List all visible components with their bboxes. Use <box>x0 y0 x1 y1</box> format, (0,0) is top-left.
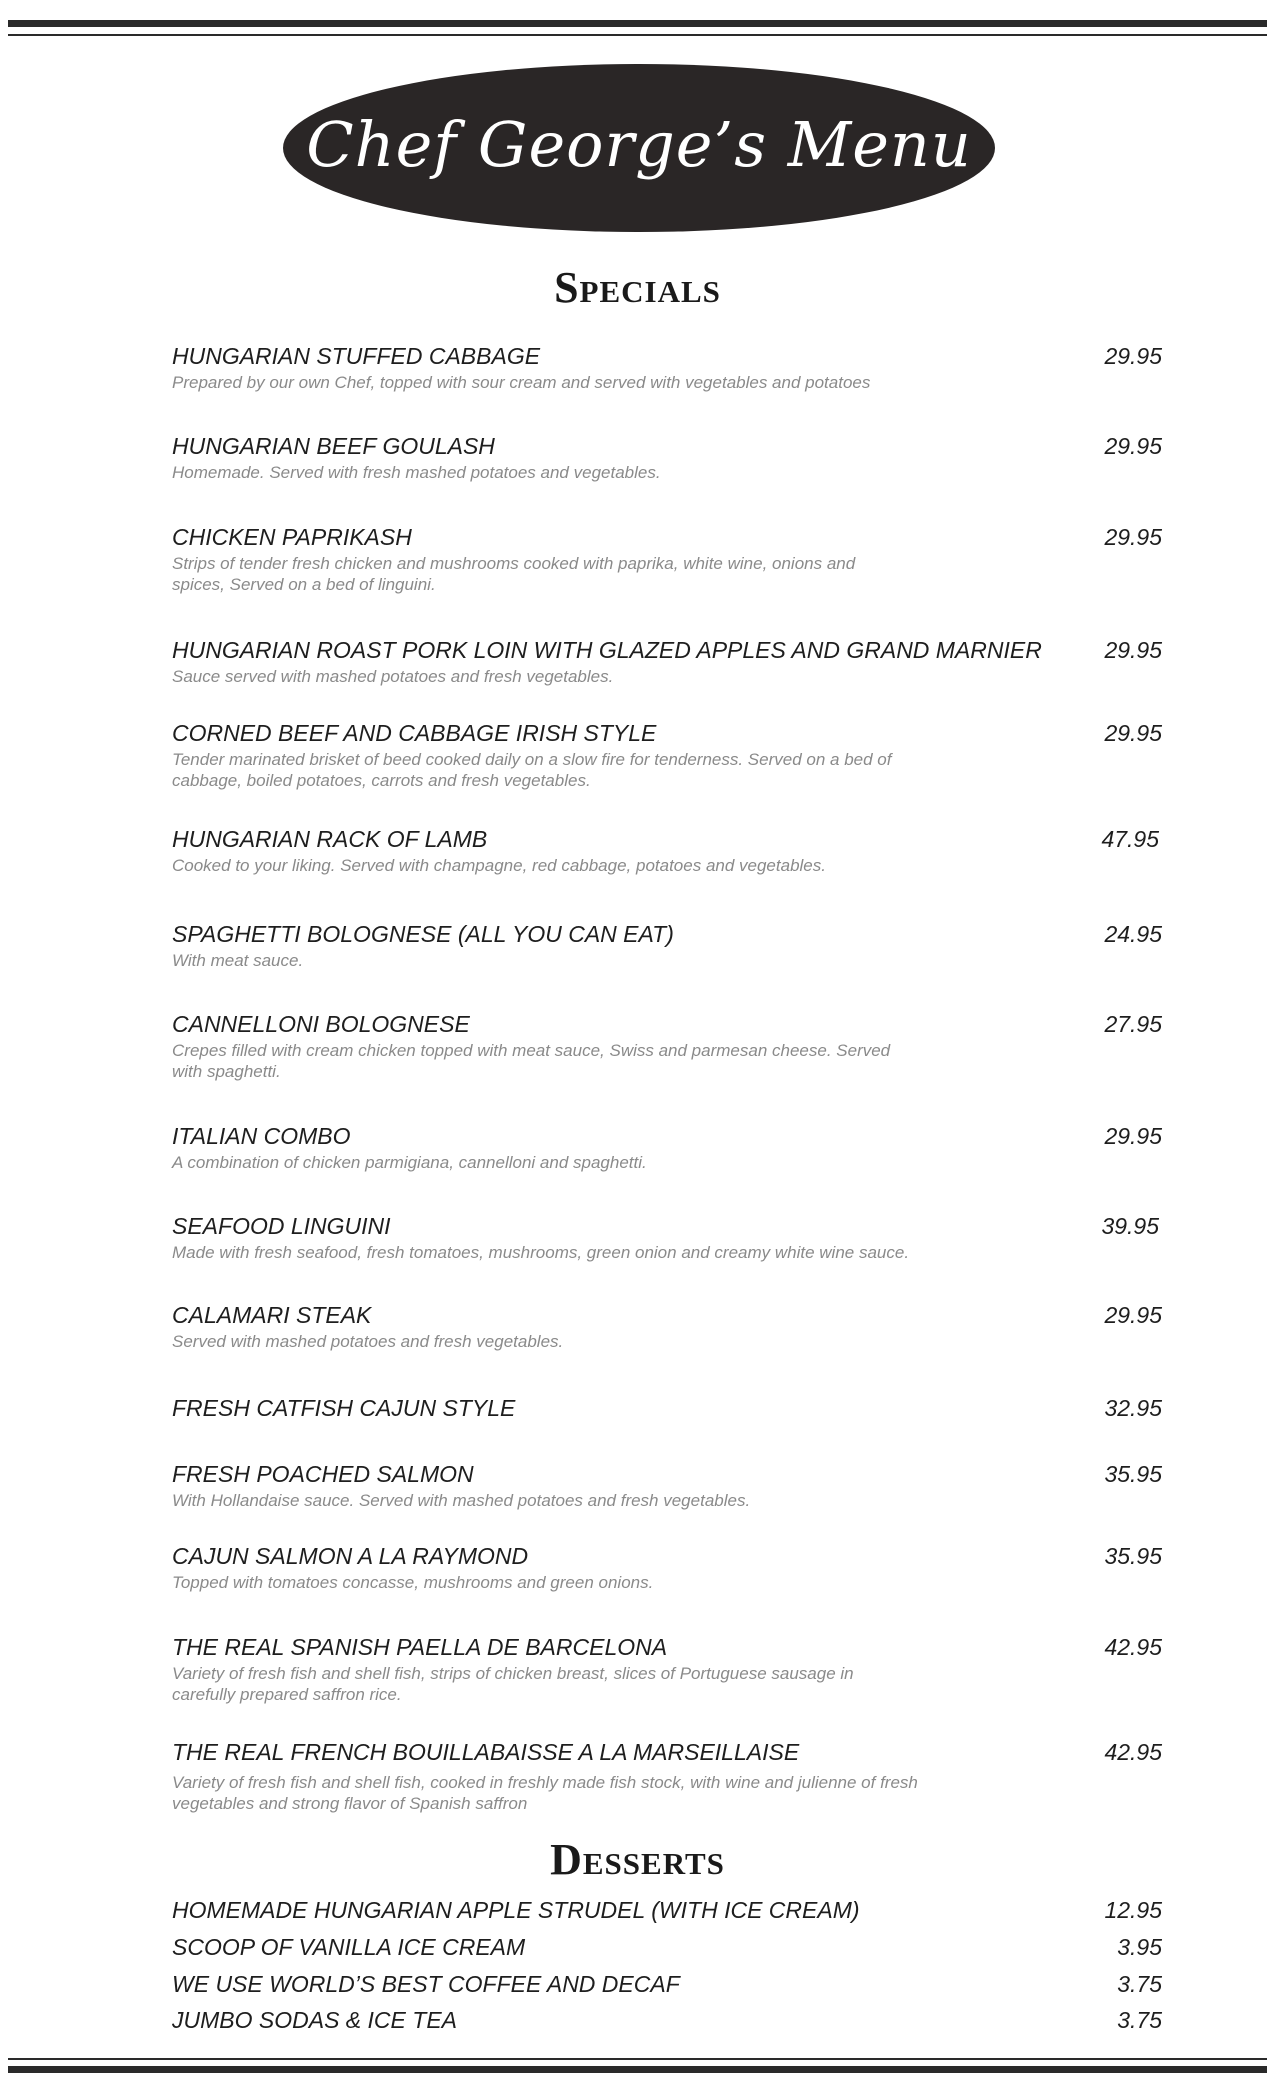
menu-item <box>172 1633 1162 1705</box>
top-border-thin <box>8 34 1267 36</box>
item-description: Crepes filled with cream chicken topped with meat sauce, Swiss and parmesan cheese. Served with spaghetti. <box>172 1041 891 1081</box>
item-price: 3.75 <box>1117 2007 1162 2033</box>
item-name: CORNED BEEF AND CABBAGE IRISH STYLE <box>172 720 657 746</box>
item-description: Sauce served with mashed potatoes and fresh vegetables. <box>172 667 614 686</box>
item-description: With Hollandaise sauce. Served with mashed potatoes and fresh vegetables. <box>172 1491 751 1510</box>
item-description: Cooked to your liking. Served with champagne, red cabbage, potatoes and vegetables. <box>172 856 826 875</box>
item-name: FRESH CATFISH CAJUN STYLE <box>172 1395 516 1421</box>
item-description: Served with mashed potatoes and fresh vegetables. <box>172 1332 564 1351</box>
item-description: Homemade. Served with fresh mashed potatoes and vegetables. <box>172 463 661 482</box>
item-price: 29.95 <box>1104 637 1162 663</box>
dessert-item <box>172 1970 1162 1998</box>
menu-item <box>172 1460 1162 1511</box>
item-name: SPAGHETTI BOLOGNESE (ALL YOU CAN EAT) <box>172 921 674 947</box>
dessert-item <box>172 2006 1162 2034</box>
item-name: HOMEMADE HUNGARIAN APPLE STRUDEL (WITH ICE CREAM) <box>172 1897 860 1923</box>
menu-title: Chef George’s Menu <box>306 107 972 181</box>
item-name: HUNGARIAN BEEF GOULASH <box>172 433 495 459</box>
dessert-item <box>172 1896 1162 1924</box>
menu-item <box>172 1301 1162 1352</box>
item-name: HUNGARIAN STUFFED CABBAGE <box>172 343 541 369</box>
item-price: 3.95 <box>1117 1934 1162 1960</box>
menu-item <box>172 1010 1162 1082</box>
item-description: Topped with tomatoes concasse, mushrooms and green onions. <box>172 1573 654 1592</box>
menu-item <box>172 342 1162 393</box>
bottom-border-thin <box>8 2058 1267 2060</box>
item-description: Variety of fresh fish and shell fish, strips of chicken breast, slices of Portuguese sausage in carefully prepared saffron rice. <box>172 1664 854 1704</box>
item-name: THE REAL SPANISH PAELLA DE BARCELONA <box>172 1634 668 1660</box>
item-name: THE REAL FRENCH BOUILLABAISSE A LA MARSEILLAISE <box>172 1739 800 1765</box>
desserts-heading: Desserts <box>550 1835 725 1884</box>
item-description: Made with fresh seafood, fresh tomatoes, mushrooms, green onion and creamy white wine sauce. <box>172 1243 910 1262</box>
dessert-item <box>172 1933 1162 1961</box>
item-price: 12.95 <box>1104 1897 1162 1923</box>
item-name: SEAFOOD LINGUINI <box>172 1213 391 1239</box>
menu-item <box>172 432 1162 483</box>
menu-item <box>172 523 1162 595</box>
item-description: A combination of chicken parmigiana, cannelloni and spaghetti. <box>172 1153 647 1172</box>
item-price: 27.95 <box>1104 1011 1162 1037</box>
item-price: 42.95 <box>1104 1634 1162 1660</box>
item-name: CAJUN SALMON A LA RAYMOND <box>172 1543 529 1569</box>
item-price: 29.95 <box>1104 433 1162 459</box>
menu-item <box>172 1542 1162 1593</box>
item-description: Strips of tender fresh chicken and mushrooms cooked with paprika, white wine, onions and spices, Served on a bed of linguini. <box>172 554 856 594</box>
item-description: With meat sauce. <box>172 951 304 970</box>
item-name: CANNELLONI BOLOGNESE <box>172 1011 470 1037</box>
item-price: 35.95 <box>1104 1461 1162 1487</box>
title-banner <box>283 64 995 232</box>
item-name: SCOOP OF VANILLA ICE CREAM <box>172 1934 526 1960</box>
menu-item <box>172 1212 1159 1263</box>
menu-item <box>172 1738 1162 1814</box>
item-description: Variety of fresh fish and shell fish, cooked in freshly made fish stock, with wine and julienne of fresh vegetables and strong flavor of Spanish saffron <box>172 1773 918 1813</box>
menu-item <box>172 1394 1162 1422</box>
item-name: FRESH POACHED SALMON <box>172 1461 474 1487</box>
item-price: 39.95 <box>1101 1213 1159 1239</box>
item-name: HUNGARIAN RACK OF LAMB <box>172 826 488 852</box>
menu-item <box>172 825 1159 876</box>
item-price: 29.95 <box>1104 720 1162 746</box>
item-description: Tender marinated brisket of beed cooked daily on a slow fire for tenderness. Served on a bed of cabbage, boiled potatoes, carrots and fresh vegetables. <box>172 750 892 790</box>
item-price: 24.95 <box>1104 921 1162 947</box>
specials-heading: Specials <box>554 263 721 312</box>
menu-item <box>172 636 1162 687</box>
item-name: CHICKEN PAPRIKASH <box>172 524 412 550</box>
item-price: 29.95 <box>1104 524 1162 550</box>
item-price: 29.95 <box>1104 1123 1162 1149</box>
menu-item <box>172 1122 1162 1173</box>
item-name: CALAMARI STEAK <box>172 1302 372 1328</box>
item-name: HUNGARIAN ROAST PORK LOIN WITH GLAZED APPLES AND GRAND MARNIER <box>172 637 1042 663</box>
item-price: 29.95 <box>1104 343 1162 369</box>
item-price: 29.95 <box>1104 1302 1162 1328</box>
menu-item <box>172 719 1162 791</box>
item-description: Prepared by our own Chef, topped with sour cream and served with vegetables and potatoes <box>172 373 871 392</box>
item-price: 32.95 <box>1104 1395 1162 1421</box>
menu-item <box>172 920 1162 971</box>
item-name: ITALIAN COMBO <box>172 1123 351 1149</box>
item-price: 47.95 <box>1101 826 1159 852</box>
bottom-border-thick <box>8 2066 1267 2073</box>
item-price: 42.95 <box>1104 1739 1162 1765</box>
item-name: JUMBO SODAS & ICE TEA <box>172 2007 457 2033</box>
item-name: WE USE WORLD’S BEST COFFEE AND DECAF <box>172 1971 680 1997</box>
item-price: 3.75 <box>1117 1971 1162 1997</box>
item-price: 35.95 <box>1104 1543 1162 1569</box>
top-border-thick <box>8 20 1267 27</box>
